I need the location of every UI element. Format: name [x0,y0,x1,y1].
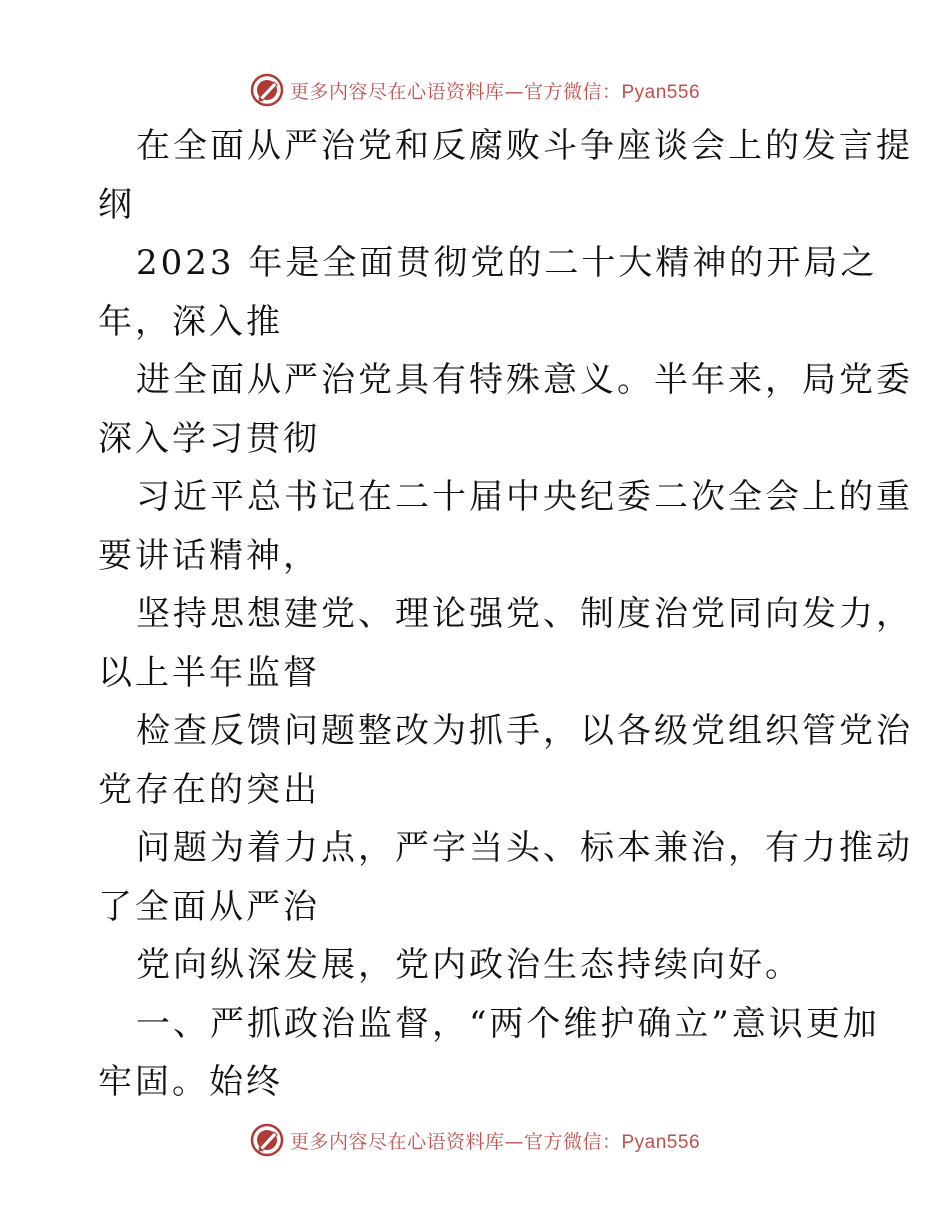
watermark-site-name: 更多内容尽在心语资料库 [289,80,505,103]
paragraph-line: 问题为着力点，严字当头、标本兼治，有力推动 [136,828,913,868]
watermark-site-name: 更多内容尽在心语资料库 [289,1130,505,1153]
paragraph-line: 一、严抓政治监督，“两个维护确立”意识更加 [136,1003,880,1044]
header-watermark [0,70,950,110]
paragraph-line: 2023 年是全面贯彻党的二十大精神的开局之 [136,243,878,283]
paragraph-line: 牢固。始终 [98,1062,283,1102]
paragraph-line: 纲 [98,184,135,225]
paragraph-line: 深入学习贯彻 [98,418,320,459]
pen-seal-logo-icon [250,73,284,107]
paragraph-line: 党向纵深发展，党内政治生态持续向好。 [136,945,802,985]
paragraph-line: 在全面从严治党和反腐败斗争座谈会上的发言提 [136,126,913,166]
paragraph-line: 了全面从严治 [98,886,320,927]
watermark-wechat-id: Pyan556 [621,81,701,103]
paragraph-line: 以上半年监督 [98,652,320,693]
paragraph-line: 进全面从严治党具有特殊意义。半年来，局党委 [136,360,913,400]
watermark-dash: — [504,1130,524,1153]
paragraph-line: 要讲话精神， [98,535,320,576]
watermark-text [290,1127,700,1154]
paragraph-line: 检查反馈问题整改为抓手，以各级党组织管党治 [136,711,913,751]
paragraph-line: 党存在的突出 [98,769,320,810]
paragraph-line: 习近平总书记在二十届中央纪委二次全会上的重 [136,477,913,517]
paragraph-line: 年，深入推 [98,301,283,342]
paragraph-line: 坚持思想建党、理论强党、制度治党同向发力， [136,594,913,634]
watermark-dash: — [504,80,524,103]
watermark-wechat-label: 官方微信： [523,80,622,103]
document-body [98,117,913,1112]
footer-watermark [0,1120,950,1160]
watermark-wechat-id: Pyan556 [621,1131,701,1153]
watermark-text [290,77,700,104]
watermark-wechat-label: 官方微信： [523,1130,622,1153]
pen-seal-logo-icon [250,1123,284,1157]
